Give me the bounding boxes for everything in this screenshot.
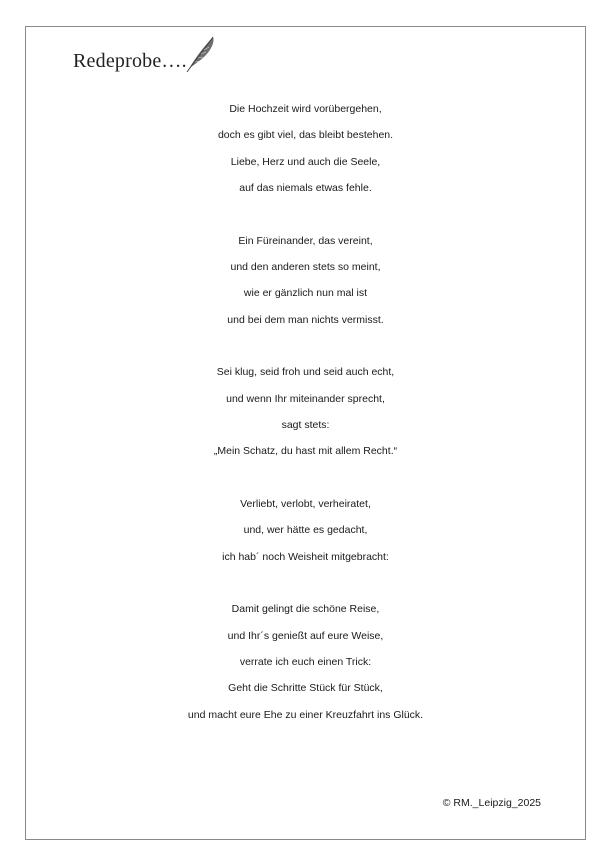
poem-line: Ein Füreinander, das vereint,: [238, 234, 373, 247]
copyright-notice: © RM._Leipzig_2025: [442, 797, 541, 809]
poem-line: und macht eure Ehe zu einer Kreuzfahrt ins Glück.: [187, 708, 424, 721]
stanza-1: [25, 96, 586, 202]
poem-line: Sei klug, seid froh und seid auch echt,: [216, 366, 395, 379]
poem-line: und, wer hätte es gedacht,: [243, 524, 368, 537]
stanza-4: [25, 491, 586, 570]
page-header: [73, 34, 217, 74]
poem-line: doch es gibt viel, das bleibt bestehen.: [217, 129, 394, 142]
poem-line: und Ihr´s genießt auf eure Weise,: [227, 629, 384, 642]
poem-line: auf das niemals etwas fehle.: [239, 182, 372, 195]
poem-line: Liebe, Herz und auch die Seele,: [230, 155, 381, 168]
poem-line: sagt stets:: [281, 419, 330, 432]
poem-line: ich hab´ noch Weisheit mitgebracht:: [222, 550, 389, 563]
quill-feather-icon: [183, 34, 217, 74]
stanza-2: [25, 228, 586, 334]
stanza-5: [25, 596, 586, 728]
poem-line: und bei dem man nichts vermisst.: [227, 313, 384, 326]
poem-line: und wenn Ihr miteinander sprecht,: [226, 392, 385, 405]
stanza-3: [25, 359, 586, 465]
poem-line: Damit gelingt die schöne Reise,: [231, 603, 380, 616]
poem-line: verrate ich euch einen Trick:: [239, 655, 372, 668]
poem-line: Geht die Schritte Stück für Stück,: [228, 682, 383, 695]
poem: [25, 96, 586, 754]
page-title: Redeprobe….: [73, 50, 187, 72]
poem-line: Die Hochzeit wird vorübergehen,: [229, 103, 382, 115]
poem-line: wie er gänzlich nun mal ist: [243, 287, 368, 300]
poem-line: Verliebt, verlobt, verheiratet,: [240, 497, 371, 510]
poem-line: und den anderen stets so meint,: [230, 261, 381, 274]
poem-line: „Mein Schatz, du hast mit allem Recht.“: [213, 445, 398, 458]
